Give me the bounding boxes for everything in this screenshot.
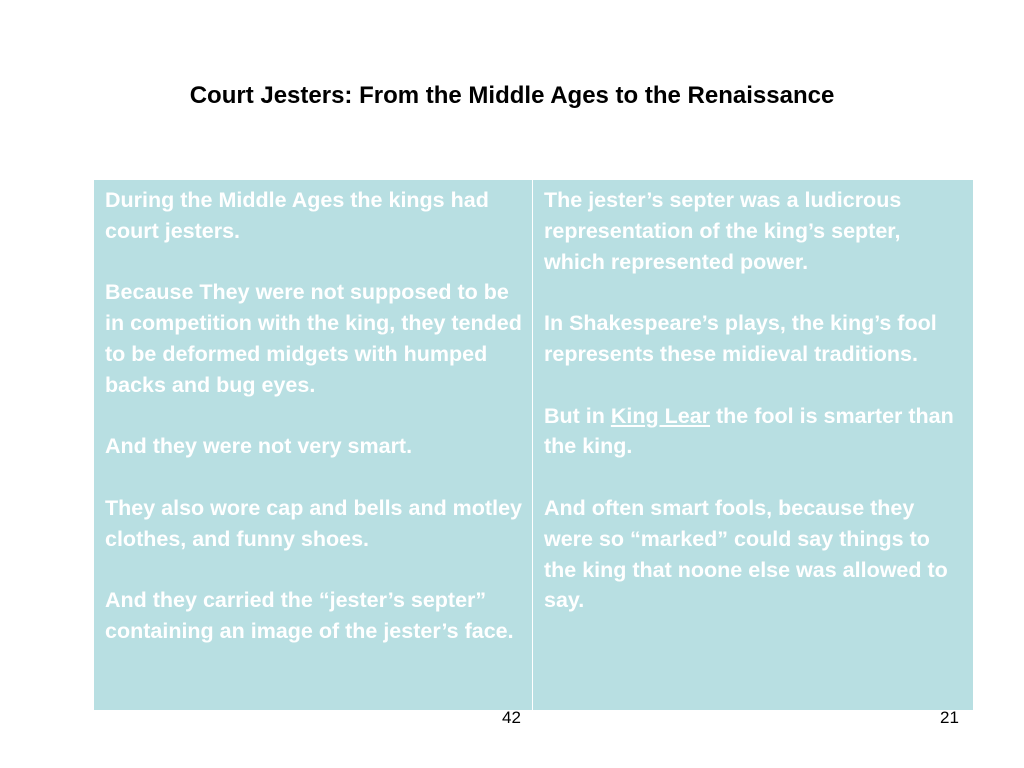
left-paragraph-5: And they carried the “jester’s septer” containing an image of the jester’s face. — [105, 588, 514, 644]
slide-title: Court Jesters: From the Middle Ages to the Renaissance — [189, 82, 835, 109]
left-paragraph-3: And they were not very smart. — [105, 434, 413, 459]
left-paragraph-4: They also wore cap and bells and motley clothes, and funny shoes. — [105, 495, 522, 551]
right-paragraph-1: The jester’s septer was a ludicrous representation of the king’s septer, which represented power. — [544, 188, 902, 274]
right-paragraph-2: In Shakespeare’s plays, the king’s fool represents these midieval traditions. — [544, 311, 937, 366]
right-paragraph-4: And often smart fools, because they were so “marked” could say things to the king that noone else was allowed to say. — [544, 495, 948, 613]
right-paragraph-3 — [544, 401, 963, 463]
right-paragraph-3-suffix: the fool is smarter than the king. — [544, 403, 954, 459]
content-table — [94, 180, 973, 710]
page-number-left: 42 — [502, 708, 521, 727]
left-column — [94, 180, 533, 710]
left-paragraph-1: During the Middle Ages the kings had court jesters. — [105, 188, 489, 243]
page-number-right: 21 — [940, 708, 959, 727]
king-lear-title: King Lear — [610, 403, 711, 428]
right-column — [533, 180, 973, 710]
right-paragraph-3-prefix: But in — [544, 403, 611, 428]
left-paragraph-2: Because They were not supposed to be in competition with the king, they tended to be deformed midgets with humped backs and bug eyes. — [105, 280, 522, 397]
